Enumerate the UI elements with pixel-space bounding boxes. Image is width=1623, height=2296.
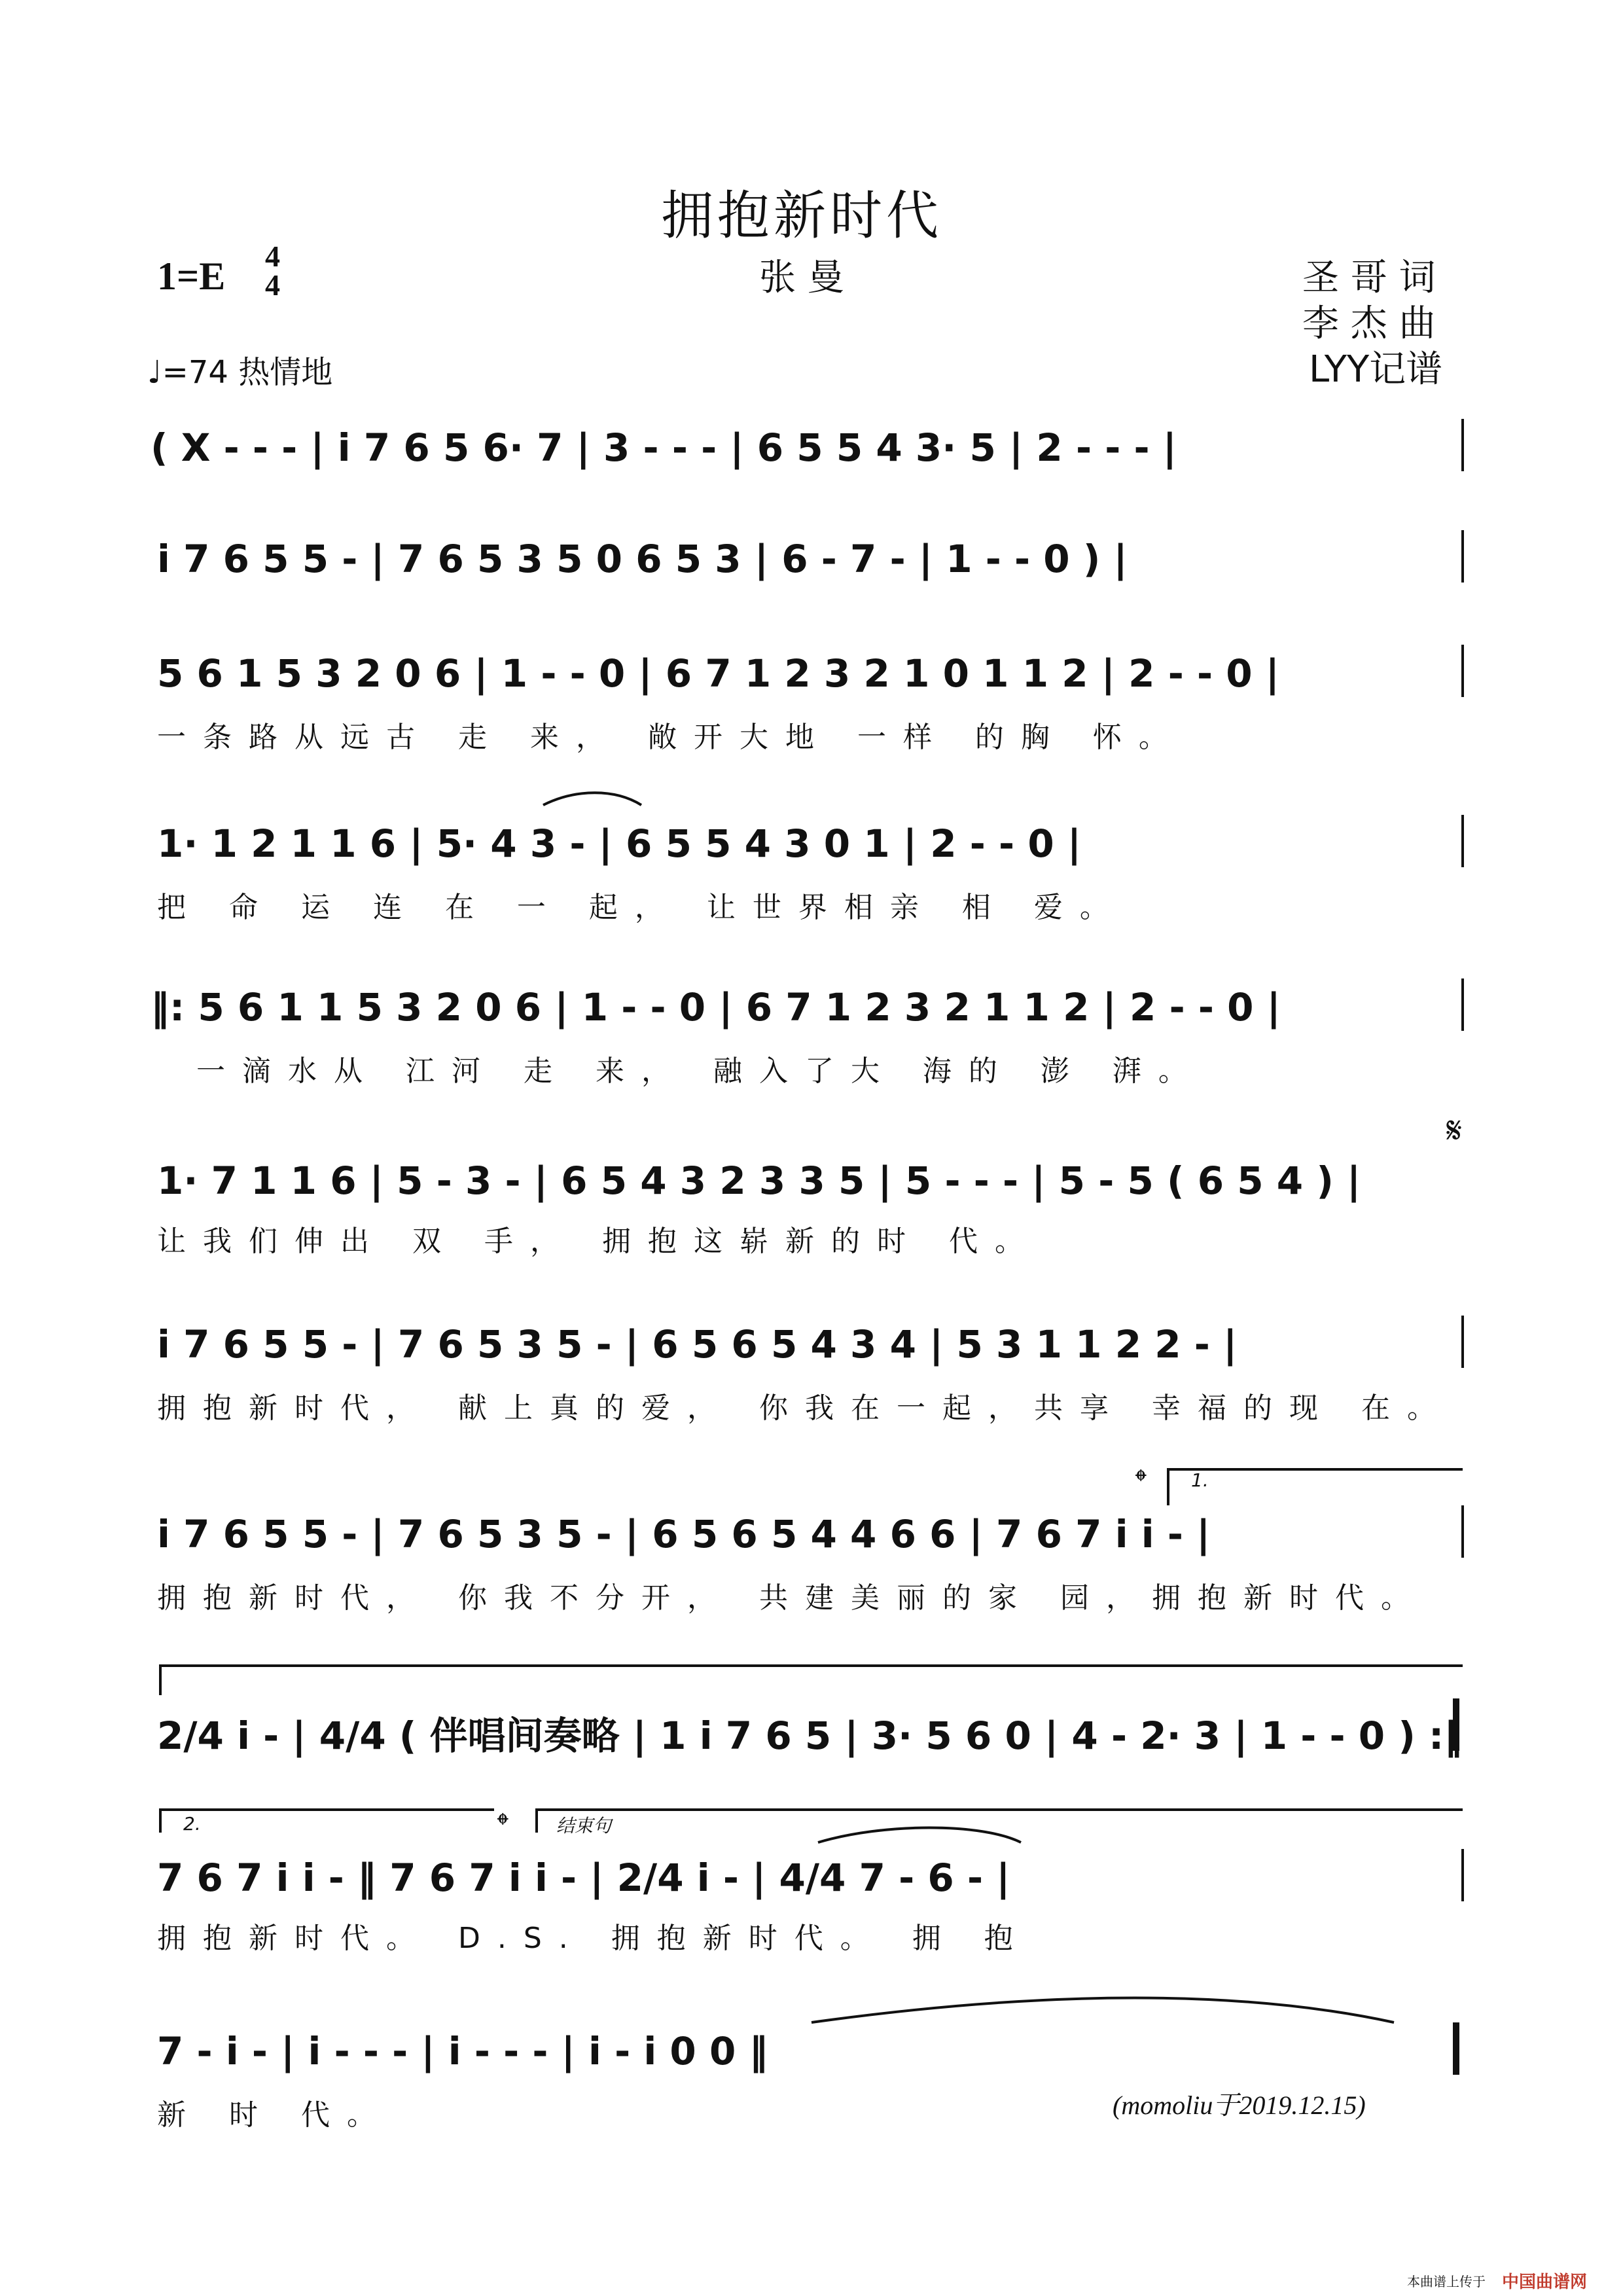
notation-line-11: 7 - i - | i - - - | i - - - | i - i 0 0 ‖ [157,2029,768,2073]
notation-line-5: ‖: 5 6 1 1 5 3 2 0 6 | 1 - - 0 | 6 7 1 2 3 2 1 1 2 | 2 - - 0 | [151,985,1281,1030]
notation-line-4: 1· 1 2 1 1 6 | 5· 4 3 - | 6 5 5 4 3 0 1 | 2 - - 0 | [157,821,1082,866]
transcriber: LYY记谱 [1309,348,1443,391]
lyrics-line-10: 拥抱新时代。 D.S. 拥抱新时代。 拥 抱 [157,1922,1030,1955]
volta-2-label: 2. [183,1813,201,1835]
footer-site-logo: 中国曲谱网 [1502,2272,1588,2292]
singer: 张 曼 [759,257,844,299]
lyrics-line-8: 拥抱新时代， 你我不分开， 共建美丽的家 园，拥抱新时代。 [157,1581,1427,1615]
lyrics-line-6: 让我们伸出 双 手， 拥抱这崭新的时 代。 [157,1225,1041,1258]
lyrics-line-5: 一滴水从 江河 走 来， 融入了大 海的 澎 湃。 [196,1054,1204,1088]
transcription-signature: (momoliu于2019.12.15) [1113,2090,1366,2120]
notation-line-7: i 7 6 5 5 - | 7 6 5 3 5 - | 6 5 6 5 4 3 4 | 5 3 1 1 2 2 - | [157,1322,1238,1367]
notation-line-3: 5 6 1 5 3 2 0 6 | 1 - - 0 | 6 7 1 2 3 2 1 0 1 1 2 | 2 - - 0 | [157,651,1279,696]
coda-sign-1: 𝄌 [1135,1463,1147,1499]
notation-line-1: ( X - - - | i 7 6 5 6· 7 | 3 - - - | 6 5 5 4 3· 5 | 2 - - - | [151,425,1177,470]
notation-line-8: i 7 6 5 5 - | 7 6 5 3 5 - | 6 5 6 5 4 4 6 6 | 7 6 7 i i - | [157,1512,1211,1556]
lyrics-line-4: 把 命 运 连 在 一 起， 让世界相亲 相 爱。 [157,891,1126,924]
volta-1-label: 1. [1191,1469,1209,1491]
coda-sign-2: 𝄌 [497,1806,508,1843]
ending-label: 结束句 [556,1815,612,1837]
notation-line-6: 1· 7 1 1 6 | 5 - 3 - | 6 5 4 3 2 3 3 5 | 5 - - - | 5 - 5 ( 6 5 4 ) | [157,1158,1361,1203]
score-title: 拥抱新时代 [661,185,942,246]
notation-line-2: i 7 6 5 5 - | 7 6 5 3 5 0 6 5 3 | 6 - 7 - | 1 - - 0 ) | [157,537,1128,581]
footer-upload-text: 本曲谱上传于 [1407,2274,1486,2289]
lyrics-line-3: 一条路从远古 走 来， 敞开大地 一样 的胸 怀。 [157,721,1185,754]
segno-sign: 𝄋 [1446,1109,1463,1152]
notation-line-10: 7 6 7 i i - ‖ 7 6 7 i i - | 2/4 i - | 4/4 7 - 6 - | [157,1856,1010,1900]
lyrics-line-11: 新 时 代。 [157,2098,393,2132]
lyricist: 圣 哥 词 [1302,257,1436,299]
tempo-marking: ♩=74 热情地 [147,354,333,391]
time-signature: 4 4 [265,240,280,302]
lyrics-line-7: 拥抱新时代， 献上真的爱， 你我在一起，共享 幸福的现 在。 [157,1391,1453,1425]
composer: 李 杰 曲 [1302,302,1436,345]
key-signature: 1=E [157,255,226,298]
notation-line-9: 2/4 i - | 4/4 ( 伴唱间奏略 | 1 i 7 6 5 | 3· 5 6 0 | 4 - 2· 3 | 1 - - 0 ) :‖ [157,1713,1463,1758]
